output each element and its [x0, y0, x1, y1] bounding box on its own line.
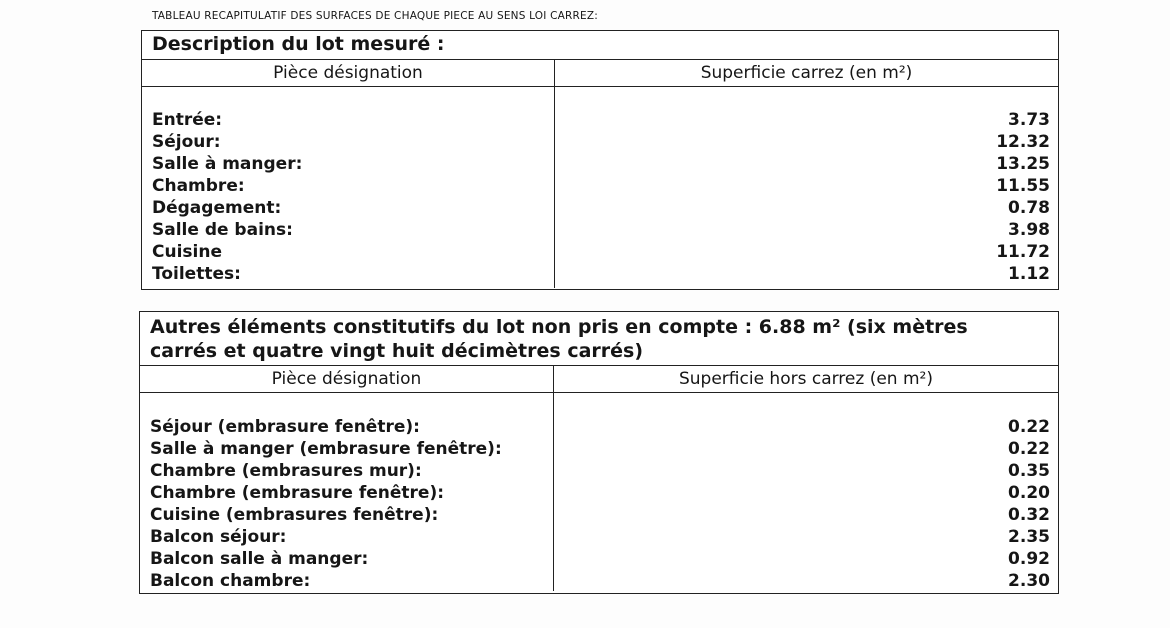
- table2-rows: [140, 416, 1058, 592]
- table-row: [142, 131, 1058, 153]
- surface-value: 11.55: [996, 176, 1050, 196]
- room-label: Chambre (embrasure fenêtre):: [150, 483, 445, 503]
- surface-value: 3.73: [1008, 110, 1050, 130]
- surface-value: 0.22: [1008, 417, 1050, 437]
- table-row: [140, 570, 1058, 592]
- room-label: Cuisine: [152, 242, 222, 262]
- room-label: Cuisine (embrasures fenêtre):: [150, 505, 439, 525]
- surface-value: 0.20: [1008, 483, 1050, 503]
- table-row: [140, 526, 1058, 548]
- room-label: Toilettes:: [152, 264, 241, 284]
- surface-value: 1.12: [1008, 264, 1050, 284]
- table-row: [140, 460, 1058, 482]
- table2-title-line1: Autres éléments constitutifs du lot non pris en compte : 6.88 m² (six mètres: [150, 316, 968, 338]
- room-label: Chambre:: [152, 176, 245, 196]
- surface-value: 12.32: [996, 132, 1050, 152]
- table-row: [142, 175, 1058, 197]
- document-caption: TABLEAU RECAPITULATIF DES SURFACES DE CHAQUE PIECE AU SENS LOI CARREZ:: [152, 10, 598, 22]
- table1-col-surface: Superficie carrez (en m²): [700, 63, 913, 83]
- table1-header: [142, 60, 1058, 87]
- table-row: [140, 416, 1058, 438]
- table2-body: [140, 393, 1058, 591]
- table2-col-surface: Superficie hors carrez (en m²): [678, 369, 933, 389]
- room-label: Salle à manger (embrasure fenêtre):: [150, 439, 502, 459]
- table2-title: [140, 312, 1058, 366]
- surface-value: 3.98: [1008, 220, 1050, 240]
- room-label: Séjour:: [152, 132, 221, 152]
- surface-value: 2.35: [1008, 527, 1050, 547]
- room-label: Salle de bains:: [152, 220, 293, 240]
- non-carrez-surface-table: [139, 311, 1059, 594]
- table1-col-designation: Pièce désignation: [142, 60, 555, 86]
- table-row: [142, 219, 1058, 241]
- table2-col-designation: Pièce désignation: [140, 366, 554, 392]
- surface-value: 0.92: [1008, 549, 1050, 569]
- carrez-surface-table: [141, 30, 1059, 290]
- surface-value: 0.22: [1008, 439, 1050, 459]
- room-label: Entrée:: [152, 110, 223, 130]
- surface-value: 0.35: [1008, 461, 1050, 481]
- room-label: Chambre (embrasures mur):: [150, 461, 422, 481]
- room-label: Séjour (embrasure fenêtre):: [150, 417, 420, 437]
- table-row: [142, 153, 1058, 175]
- room-label: Salle à manger:: [152, 154, 303, 174]
- table-row: [140, 482, 1058, 504]
- table-row: [142, 197, 1058, 219]
- table1-title: Description du lot mesuré :: [142, 31, 1058, 60]
- surface-value: 11.72: [996, 242, 1050, 262]
- table-row: [140, 504, 1058, 526]
- table1-rows: [142, 109, 1058, 285]
- table-row: [142, 109, 1058, 131]
- table-row: [142, 263, 1058, 285]
- surface-value: 2.30: [1008, 571, 1050, 591]
- surface-value: 13.25: [996, 154, 1050, 174]
- room-label: Balcon salle à manger:: [150, 549, 369, 569]
- surface-value: 0.78: [1008, 198, 1050, 218]
- room-label: Balcon séjour:: [150, 527, 287, 547]
- room-label: Balcon chambre:: [150, 571, 311, 591]
- table1-body: [142, 87, 1058, 288]
- table-row: [140, 548, 1058, 570]
- surface-value: 0.32: [1008, 505, 1050, 525]
- room-label: Dégagement:: [152, 198, 282, 218]
- table2-title-line2: carrés et quatre vingt huit décimètres carrés): [150, 340, 644, 362]
- table2-header: [140, 366, 1058, 393]
- table-row: [140, 438, 1058, 460]
- table-row: [142, 241, 1058, 263]
